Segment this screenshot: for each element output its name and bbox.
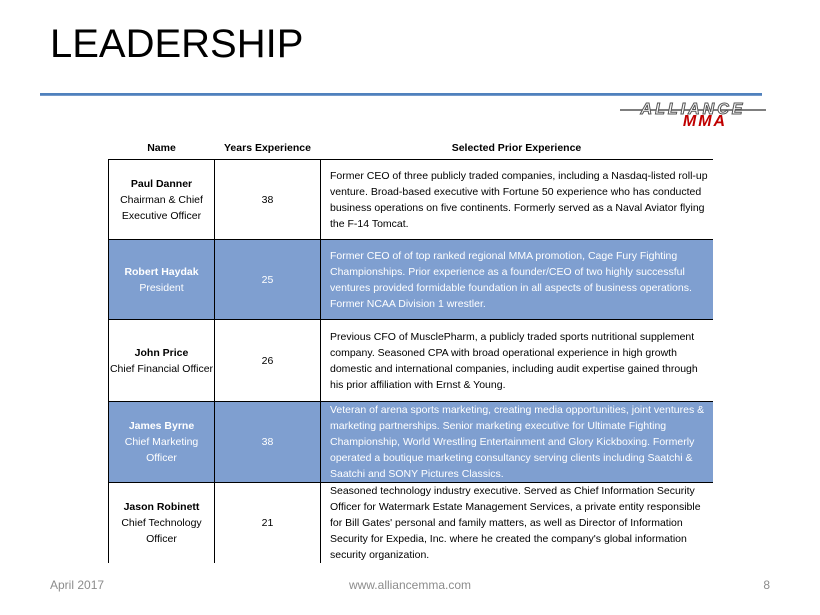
title-divider [40, 93, 762, 96]
experience-cell [321, 320, 713, 402]
experience-text: Previous CFO of MusclePharm, a publicly traded sports nutritional supplement company. Seasoned CPA with broad operational experience in high growth domestic and international companies, including audit expertise gained through his prior affiliation with Ernst & Young. [330, 330, 698, 391]
column-header-experience: Selected Prior Experience [321, 136, 713, 160]
page-number: 8 [763, 578, 770, 592]
experience-text: Former CEO of of top ranked regional MMA promotion, Cage Fury Fighting Championships. Prior experience as a founder/CEO of two highly successful ventures provided formidable foundation in all aspects of business operations. Former NCAA Division 1 wrestler. [330, 249, 692, 310]
experience-text: Seasoned technology industry executive. Served as Chief Information Security Officer for Watermark Estate Management Services, a private entity responsible for Bill Gates' personal and family matters, as well as Director of Information Security for Expedia, Inc. where he created the company's global information security organization. [330, 485, 701, 561]
executive-name: John Price [134, 346, 189, 359]
years-cell: 38 [215, 160, 321, 240]
column-header-name: Name [109, 136, 215, 160]
column-header-years: Years Experience [215, 136, 321, 160]
leadership-table [108, 136, 713, 563]
table-row [109, 483, 713, 564]
table-row [109, 402, 713, 483]
experience-cell [321, 483, 713, 564]
footer-url: www.alliancemma.com [348, 578, 472, 592]
years-cell: 25 [215, 240, 321, 320]
years-cell: 38 [215, 402, 321, 483]
logo-wordmark-top: ALLIANCE [640, 101, 746, 118]
name-cell [109, 483, 215, 564]
name-cell [109, 160, 215, 240]
executive-name: Robert Haydak [124, 265, 199, 278]
logo-wordmark-bottom: MMA [682, 113, 728, 130]
years-cell: 26 [215, 320, 321, 402]
table-header-row [109, 136, 713, 160]
table-row [109, 320, 713, 402]
executive-name: James Byrne [128, 420, 195, 432]
experience-text: Veteran of arena sports marketing, creating media opportunities, joint ventures & marketing partnerships. Senior marketing executive for Ultimate Fighting Championship, World Wrestling Entertainment and Glory Kickboxing. Formerly operated a boutique marketing consultancy serving clients including Saatchi & Saatchi and SONY Pictures Classics. [330, 404, 705, 480]
table-row [109, 240, 713, 320]
executive-title: Chief Technology Officer [121, 517, 202, 545]
experience-cell [321, 240, 713, 320]
years-cell: 21 [215, 483, 321, 564]
executive-title: Chief Financial Officer [109, 362, 214, 375]
alliance-mma-logo [620, 102, 766, 130]
executive-title: Chief Marketing Officer [124, 436, 199, 464]
experience-cell [321, 160, 713, 240]
slide-title: LEADERSHIP [50, 22, 304, 66]
executive-title: President [139, 281, 184, 294]
experience-text: Former CEO of three publicly traded companies, including a Nasdaq-listed roll-up venture. Broad-based executive with Fortune 50 experience who has conducted business operations on five continents. Formerly served as a Naval Aviator flying the F-14 Tomcat. [330, 169, 708, 230]
experience-cell [321, 402, 713, 483]
executive-name: Jason Robinett [123, 501, 200, 513]
footer-date: April 2017 [50, 578, 105, 592]
executive-name: Paul Danner [130, 177, 193, 190]
name-cell [109, 320, 215, 402]
name-cell [109, 402, 215, 483]
name-cell [109, 240, 215, 320]
table-row [109, 160, 713, 240]
executive-title: Chairman & Chief Executive Officer [120, 193, 203, 222]
